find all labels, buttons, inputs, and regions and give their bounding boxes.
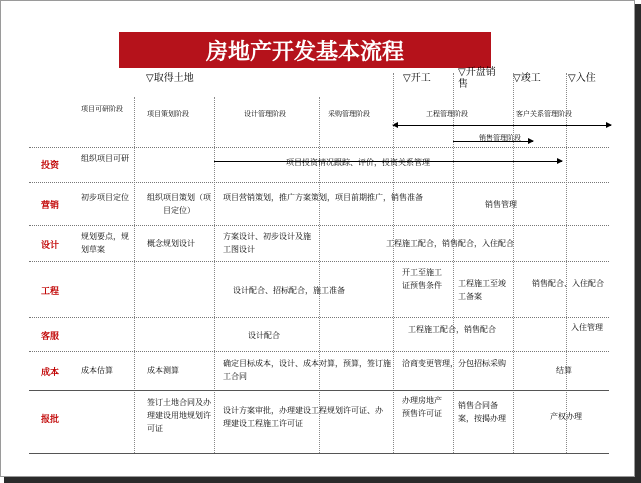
design-drawings: 方案设计、初步设计及施工图设计 xyxy=(223,232,311,254)
engineering-preparation: 设计配合、招标配合，施工准备 xyxy=(233,286,345,295)
grid-hline xyxy=(29,182,609,183)
slide-shadow-bottom xyxy=(4,477,641,483)
phase-construction: 工程管理阶段 xyxy=(426,110,468,118)
investment-feasibility: 组织项目可研 xyxy=(81,154,129,163)
grid-hline xyxy=(29,317,609,318)
grid-vline xyxy=(319,97,320,453)
milestone-completion: ▽竣工 xyxy=(513,73,541,84)
grid-hline xyxy=(29,453,609,454)
investment-arrow xyxy=(214,161,562,162)
phase-sales: 销售管理阶段 xyxy=(479,134,521,142)
milestone-sales-open: ▽开盘销售 xyxy=(458,67,496,90)
marketing-planning: 组织项目策划（项目定位） xyxy=(147,193,211,215)
marketing-positioning: 初步项目定位 xyxy=(81,193,129,202)
cost-change-management: 洽商变更管理，分包招标采购 xyxy=(402,359,506,368)
grid-vline xyxy=(513,73,514,453)
customer-service-construction: 工程施工配合，销售配合 xyxy=(408,325,496,334)
cost-estimate: 成本估算 xyxy=(81,366,113,375)
grid-hline xyxy=(29,225,609,226)
engineering-completion: 工程施工至竣工备案 xyxy=(458,279,506,301)
approval-presale-permit: 办理房地产预售许可证 xyxy=(402,396,442,418)
milestone-land: ▽取得土地 xyxy=(146,73,194,84)
row-label-engineering: 工程 xyxy=(41,287,60,297)
phase-procurement: 采购管理阶段 xyxy=(328,110,370,118)
row-label-cost: 成本 xyxy=(41,368,60,378)
marketing-sales-management: 销售管理 xyxy=(485,200,517,209)
design-planning-points: 规划要点，规划草案 xyxy=(81,232,129,254)
grid-hline xyxy=(29,261,609,262)
grid-hline xyxy=(29,390,609,391)
cost-settlement: 结算 xyxy=(556,366,572,375)
sales-arrow xyxy=(453,141,533,142)
design-concept: 概念规划设计 xyxy=(147,239,195,248)
grid-vline xyxy=(134,97,135,453)
row-label-customer-service: 客服 xyxy=(41,332,60,342)
customer-service-design: 设计配合 xyxy=(248,331,280,340)
approval-property-rights: 产权办理 xyxy=(550,412,582,421)
approval-design-scheme: 设计方案审批，办理建设工程规划许可证、办理建设工程施工许可证 xyxy=(223,406,383,428)
row-label-investment: 投资 xyxy=(41,161,60,171)
customer-service-move-in: 入住管理 xyxy=(571,323,603,332)
cost-target: 确定目标成本，设计、成本对算，预算，签订施工合同 xyxy=(223,359,391,381)
grid-vline xyxy=(566,73,567,453)
grid-vline xyxy=(453,73,454,453)
approval-contract-filing: 销售合同备案，按揭办理 xyxy=(458,401,506,423)
grid-hline xyxy=(29,351,609,352)
phase-planning: 项目策划阶段 xyxy=(147,110,189,118)
row-label-marketing: 营销 xyxy=(41,201,60,211)
cost-calculation: 成本测算 xyxy=(147,366,179,375)
milestone-move-in: ▽入住 xyxy=(568,73,596,84)
page-title: 房地产开发基本流程 xyxy=(119,32,491,68)
phase-customer-relations: 客户关系管理阶段 xyxy=(516,110,572,118)
slide-shadow-right xyxy=(635,4,641,483)
investment-tracking: 项目投资情况跟踪、评价，投资关系管理 xyxy=(286,158,430,167)
marketing-strategy: 项目营销策划，推广方案策划，项目前期推广，销售准备 xyxy=(223,193,423,202)
grid-hline xyxy=(29,147,609,148)
engineering-presale-condition: 开工至施工证预售条件 xyxy=(402,268,442,290)
grid-vline xyxy=(214,97,215,453)
approval-land-contract: 签订土地合同及办理建设用地规划许可证 xyxy=(147,398,211,433)
construction-arrow xyxy=(393,125,611,126)
phase-design: 设计管理阶段 xyxy=(244,110,286,118)
row-label-design: 设计 xyxy=(41,241,60,251)
milestone-start-construction: ▽开工 xyxy=(403,73,431,84)
design-support: 工程施工配合，销售配合，入住配合 xyxy=(386,239,514,248)
engineering-support: 销售配合、入住配合 xyxy=(532,279,604,288)
phase-feasibility: 项目可研阶段 xyxy=(81,105,123,113)
row-label-approval: 报批 xyxy=(41,415,60,425)
grid-vline xyxy=(393,73,394,453)
